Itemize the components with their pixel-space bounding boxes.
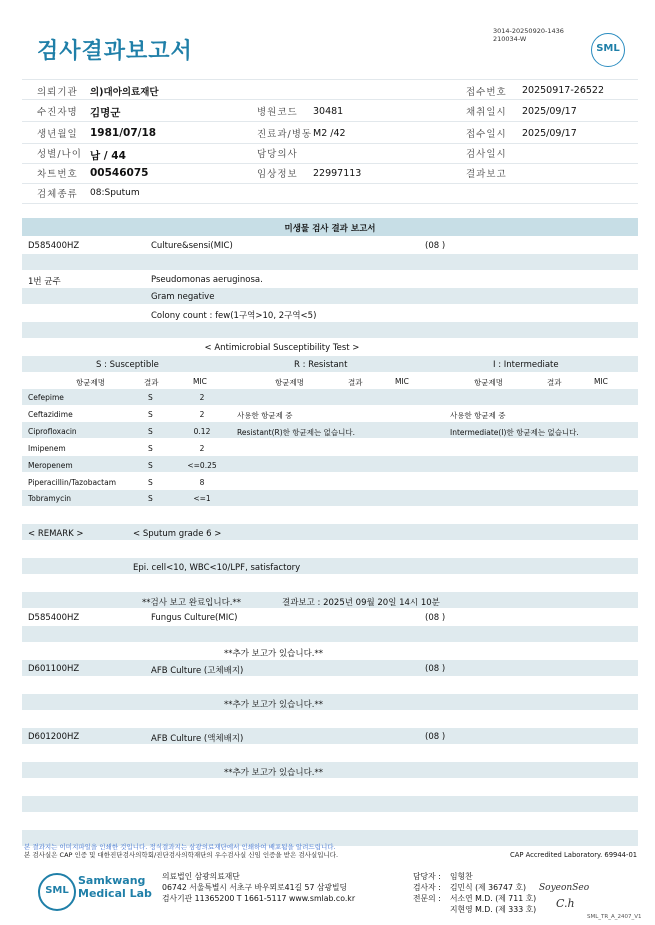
footer-notes (24, 843, 338, 859)
test1-num: (08 ) (425, 241, 446, 251)
value-chart-number: 00546075 (90, 167, 149, 179)
document-id (493, 27, 564, 43)
form-code: SML_TR_A_2407_V1 (587, 914, 642, 920)
organization-contact: 검사기관 11365200 T 1661-5117 www.smlab.co.kr (162, 894, 356, 903)
document-id-line1: 3014-20250920-1436 (493, 27, 564, 35)
label-receipt-date: 접수일시 (466, 129, 507, 140)
staff-names (450, 871, 536, 915)
label-test-date: 검사일시 (466, 149, 507, 160)
test4-num: (08 ) (425, 732, 446, 742)
report-complete: **검사 보고 완료입니다.** (142, 598, 242, 608)
label-requester: 의뢰기관 (37, 87, 78, 98)
staff1-name: 임형찬 (450, 872, 473, 881)
drug-name: Imipenem (28, 444, 66, 453)
drug-mic: <=0.25 (187, 461, 217, 470)
label-specimen-type: 검체종류 (37, 189, 78, 200)
legend-intermediate: I : Intermediate (493, 360, 559, 370)
drug-result: S (148, 478, 153, 487)
drug-result: S (148, 427, 153, 436)
col-mic-i: MIC (594, 377, 608, 386)
label-receipt-number: 접수번호 (466, 87, 507, 98)
value-requester: 의)대아의료재단 (90, 87, 159, 98)
label-collection-date: 채취일시 (466, 107, 507, 118)
value-specimen-type: 08:Sputum (90, 188, 140, 198)
test3-name: AFB Culture (고체배지) (151, 666, 244, 676)
company-name-line2: Medical Lab (78, 887, 152, 900)
drug-result: S (148, 444, 153, 453)
drug-name: Ceftazidime (28, 410, 73, 419)
drug-result: S (148, 494, 153, 503)
staff2-name: 김민식 (제 36747 호) (450, 883, 526, 892)
staff4-name: 지현영 M.D. (제 333 호) (450, 905, 537, 914)
col-mic-r: MIC (395, 377, 409, 386)
staff3-name: 서소연 M.D. (제 711 호) (450, 894, 537, 903)
col-drug-s: 항균제명 (76, 378, 105, 387)
legend-resistant: R : Resistant (294, 360, 348, 370)
label-department: 진료과/병동 (257, 129, 313, 140)
document-id-line2: 210034-W (493, 35, 527, 43)
legend-susceptible: S : Susceptible (96, 360, 159, 370)
col-mic-s: MIC (193, 377, 207, 386)
staff2-label: 검사자 : (413, 883, 441, 892)
test4-name: AFB Culture (액체배지) (151, 734, 244, 744)
label-doctor: 담당의사 (257, 149, 298, 160)
staff1-label: 담당자 : (413, 872, 441, 881)
drug-mic: 2 (199, 444, 205, 453)
page-title: 검사결과보고서 (37, 39, 193, 64)
resistant-none: Resistant(R)한 항균제는 없습니다. (237, 428, 356, 437)
remark-detail: Epi. cell<10, WBC<10/LPF, satisfactory (133, 563, 301, 573)
label-hospital-code: 병원코드 (257, 107, 298, 118)
sml-logo (591, 33, 625, 67)
sml-logo-text: SML (596, 43, 620, 54)
ast-title: < Antimicrobial Susceptibility Test > (204, 343, 360, 353)
test3-code: D601100HZ (28, 664, 80, 674)
value-hospital-code: 30481 (313, 106, 344, 117)
value-collection-date: 2025/09/17 (522, 106, 577, 117)
drug-mic: <=1 (193, 494, 211, 503)
label-result-report: 결과보고 (466, 169, 507, 180)
label-patient-name: 수진자명 (37, 107, 78, 118)
label-birth-date: 생년월일 (37, 129, 78, 140)
value-receipt-date: 2025/09/17 (522, 128, 577, 139)
drug-result: S (148, 393, 153, 402)
remark-label: < REMARK > (28, 529, 84, 539)
test2-num: (08 ) (425, 613, 446, 623)
drug-mic: 2 (199, 410, 205, 419)
organization-info (162, 871, 355, 904)
cap-accreditation: CAP Accredited Laboratory. 69944-01 (510, 851, 638, 859)
company-logo-text (78, 874, 152, 900)
drug-name: Piperacillin/Tazobactam (28, 478, 117, 487)
drug-name: Meropenem (28, 461, 73, 470)
test3-num: (08 ) (425, 664, 446, 674)
isolate-name: Pseudomonas aeruginosa. (151, 275, 263, 285)
certification-notice: 본 검사실은 CAP 인증 및 대한진단검사의학회/진단검사의학재단의 우수검사실 신임 인증을 받은 검사실입니다. (24, 851, 339, 859)
staff-labels (413, 871, 441, 904)
print-notice: 본 결과지는 이미지파일을 인쇄한 것입니다. 정식결과지는 삼광의료재단에서 인쇄하여 배포됨을 알려드립니다. (24, 843, 336, 851)
drug-mic: 8 (199, 478, 205, 487)
value-department: M2 /42 (313, 128, 346, 139)
drug-name: Cefepime (28, 393, 64, 402)
drug-name: Ciprofloxacin (28, 427, 77, 436)
test2-code: D585400HZ (28, 613, 80, 623)
pending-notice: **추가 보고가 있습니다.** (224, 649, 324, 659)
drug-result: S (148, 461, 153, 470)
drug-mic: 2 (199, 393, 205, 402)
drug-result: S (148, 410, 153, 419)
pending-notice: **추가 보고가 있습니다.** (224, 768, 324, 778)
isolate-label: 1번 균주 (28, 277, 61, 287)
value-birth-date: 1981/07/18 (90, 127, 157, 139)
intermediate-none: Intermediate(I)한 항균제는 없습니다. (450, 428, 579, 437)
label-clinical-info: 임상정보 (257, 169, 298, 180)
col-drug-i: 항균제명 (474, 378, 503, 387)
signature-1: SoyeonSeo (539, 883, 590, 893)
value-sex-age: 남 / 44 (90, 150, 126, 162)
test2-name: Fungus Culture(MIC) (151, 613, 238, 623)
section-title: 미생물 검사 결과 보고서 (284, 224, 376, 234)
pending-notice: **추가 보고가 있습니다.** (224, 700, 324, 710)
drug-name: Tobramycin (28, 494, 72, 503)
drug-mic: 0.12 (193, 427, 211, 436)
intermediate-used: 사용한 항균제 중 (450, 411, 506, 420)
test1-name: Culture&sensi(MIC) (151, 241, 233, 251)
col-result-i: 결과 (547, 378, 562, 387)
col-result-s: 결과 (144, 378, 159, 387)
remark-grade: < Sputum grade 6 > (133, 529, 222, 539)
test1-code: D585400HZ (28, 241, 80, 251)
col-result-r: 결과 (348, 378, 363, 387)
col-drug-r: 항균제명 (275, 378, 304, 387)
gram-stain: Gram negative (151, 292, 215, 302)
staff3-label: 전문의 : (413, 894, 441, 903)
colony-count: Colony count : few(1구역>10, 2구역<5) (151, 311, 317, 321)
test4-code: D601200HZ (28, 732, 80, 742)
label-sex-age: 성별/나이 (37, 149, 82, 160)
organization-address: 06742 서울특별시 서초구 바우뫼로41길 57 삼광빌딩 (162, 883, 348, 892)
signature-2: C.h (556, 897, 575, 910)
resistant-used: 사용한 항균제 중 (237, 411, 293, 420)
company-name-line1: Samkwang (78, 874, 146, 887)
value-receipt-number: 20250917-26522 (522, 85, 605, 96)
value-clinical-info: 22997113 (313, 168, 362, 179)
sml-footer-logo-text: SML (45, 885, 69, 896)
value-patient-name: 김명군 (90, 107, 121, 119)
label-chart-number: 차트번호 (37, 169, 78, 180)
organization-name: 의료법인 삼광의료재단 (162, 872, 240, 881)
sml-footer-logo (38, 873, 76, 911)
report-time: 결과보고 : 2025년 09월 20일 14시 10분 (282, 598, 440, 608)
